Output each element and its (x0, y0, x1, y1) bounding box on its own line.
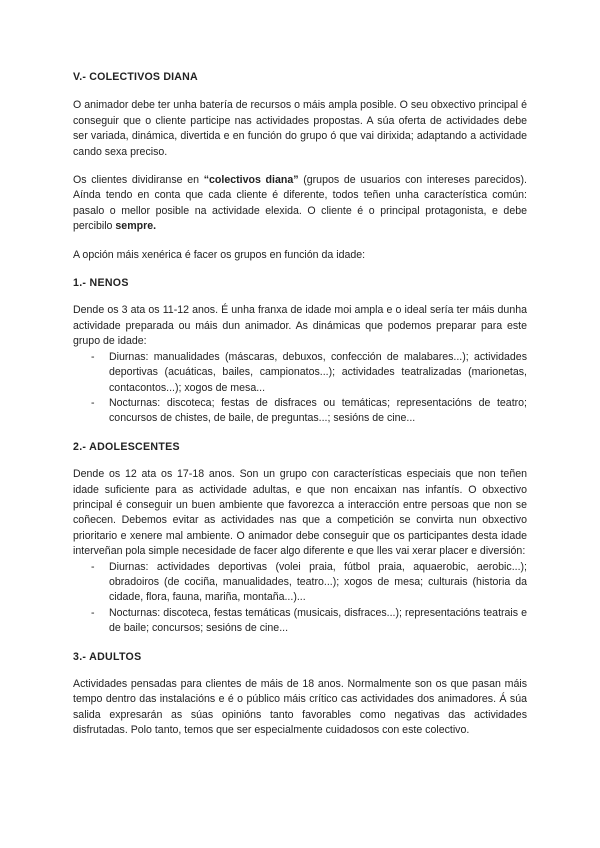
clients-paragraph (73, 173, 527, 235)
section-title: V.- COLECTIVOS DIANA (73, 71, 198, 83)
adultos-paragraph: Actividades pensadas para clientes de máis de 18 anos. Normalmente son os que pasan máis tempo dentro das instalacións e é o público máis crítico cas actividades dos animadores. Á súa salida expresarán as súas opinións tanto favorables como negativas das actividades disfrutadas. Polo tanto, temos que ser especialmente cuidadosos con este colectivo. (73, 678, 527, 737)
generic-paragraph: A opción máis xenérica é facer os grupos en función da idade: (73, 248, 366, 261)
nenos-list (73, 350, 527, 427)
adolescentes-list (73, 560, 527, 637)
nenos-paragraph: Dende os 3 ata os 11-12 anos. É unha franxa de idade moi ampla e o ideal sería ter máis dunha actividade preparada ou máis dun animador. As dinámicas que podemos preparar para este grupo de idade: (73, 304, 527, 348)
intro-paragraph: O animador debe ter unha batería de recursos o máis ampla posible. O seu obxectivo principal é conseguir que o cliente participe nas actividades propostas. A súa oferta de actividades debe ser variada, dinámica, divertida e en función do grupo ó que vai dirixida; adaptando a actividade cando sexa preciso. (73, 99, 527, 158)
bullet-dash: - (91, 350, 95, 363)
bullet-dash: - (91, 606, 95, 619)
list-item: - Nocturnas: discoteca, festas temáticas (musicais, disfraces...); representacións teatrais e de baile; concursos; sesións de cine... (91, 606, 527, 635)
bullet-dash: - (91, 396, 95, 409)
document-page (73, 70, 527, 752)
clients-bold-term: “colectivos diana” (203, 174, 299, 187)
bullet-dash: - (91, 560, 95, 573)
clients-bold-always: sempre. (115, 220, 157, 233)
heading-nenos: 1.- NENOS (73, 277, 129, 290)
adolescentes-paragraph: Dende os 12 ata os 17-18 anos. Son un grupo con características especiais que non teñen idade suficiente para as actividade adultas, e que non encaixan nas infantís. O obxectivo principal é conseguir un buen ambiente que favorezca a interacción entre persoas que non se coñecen. Debemos evitar as actividades nas que a competición se convirta nun obxectivo prioritario e xenere mal ambiente. O animador debe conseguir que os participantes desta idade interveñan pola simple necesidade de facer algo diferente e que lles vai xerar placer e diversión: (73, 468, 527, 558)
list-item: - Diurnas: manualidades (máscaras, debuxos, confección de malabares...); actividades deportivas (acuáticas, bailes, campionatos...); actividades teatralizadas (marionetas, contacontos...); xogos de mesa... (91, 350, 527, 394)
clients-text-before: Os clientes dividiranse en (73, 174, 204, 187)
heading-adolescentes: 2.- ADOLESCENTES (73, 440, 180, 453)
list-item: - Nocturnas: discoteca; festas de disfraces ou temáticas; representacións de teatro; concursos de chistes, de baile, de preguntas...; sesións de cine... (91, 396, 527, 425)
heading-adultos: 3.- ADULTOS (73, 650, 142, 663)
clients-text-middle: (grupos de usuarios con intereses parecidos). Aínda tendo en conta que cada cliente é diferente, todos teñen unha característica común: pasalo o mellor posible na actividade elexida. O cliente é o principal protagonista, e debe percibilo (73, 174, 527, 233)
list-item: - Diurnas: actividades deportivas (volei praia, fútbol praia, aquaerobic, aerobic...); obradoiros (de cociña, manualidades, teatro...); xogos de mesa; culturais (historia da cidade, flora, fauna, mariña, montaña...)... (91, 560, 527, 604)
